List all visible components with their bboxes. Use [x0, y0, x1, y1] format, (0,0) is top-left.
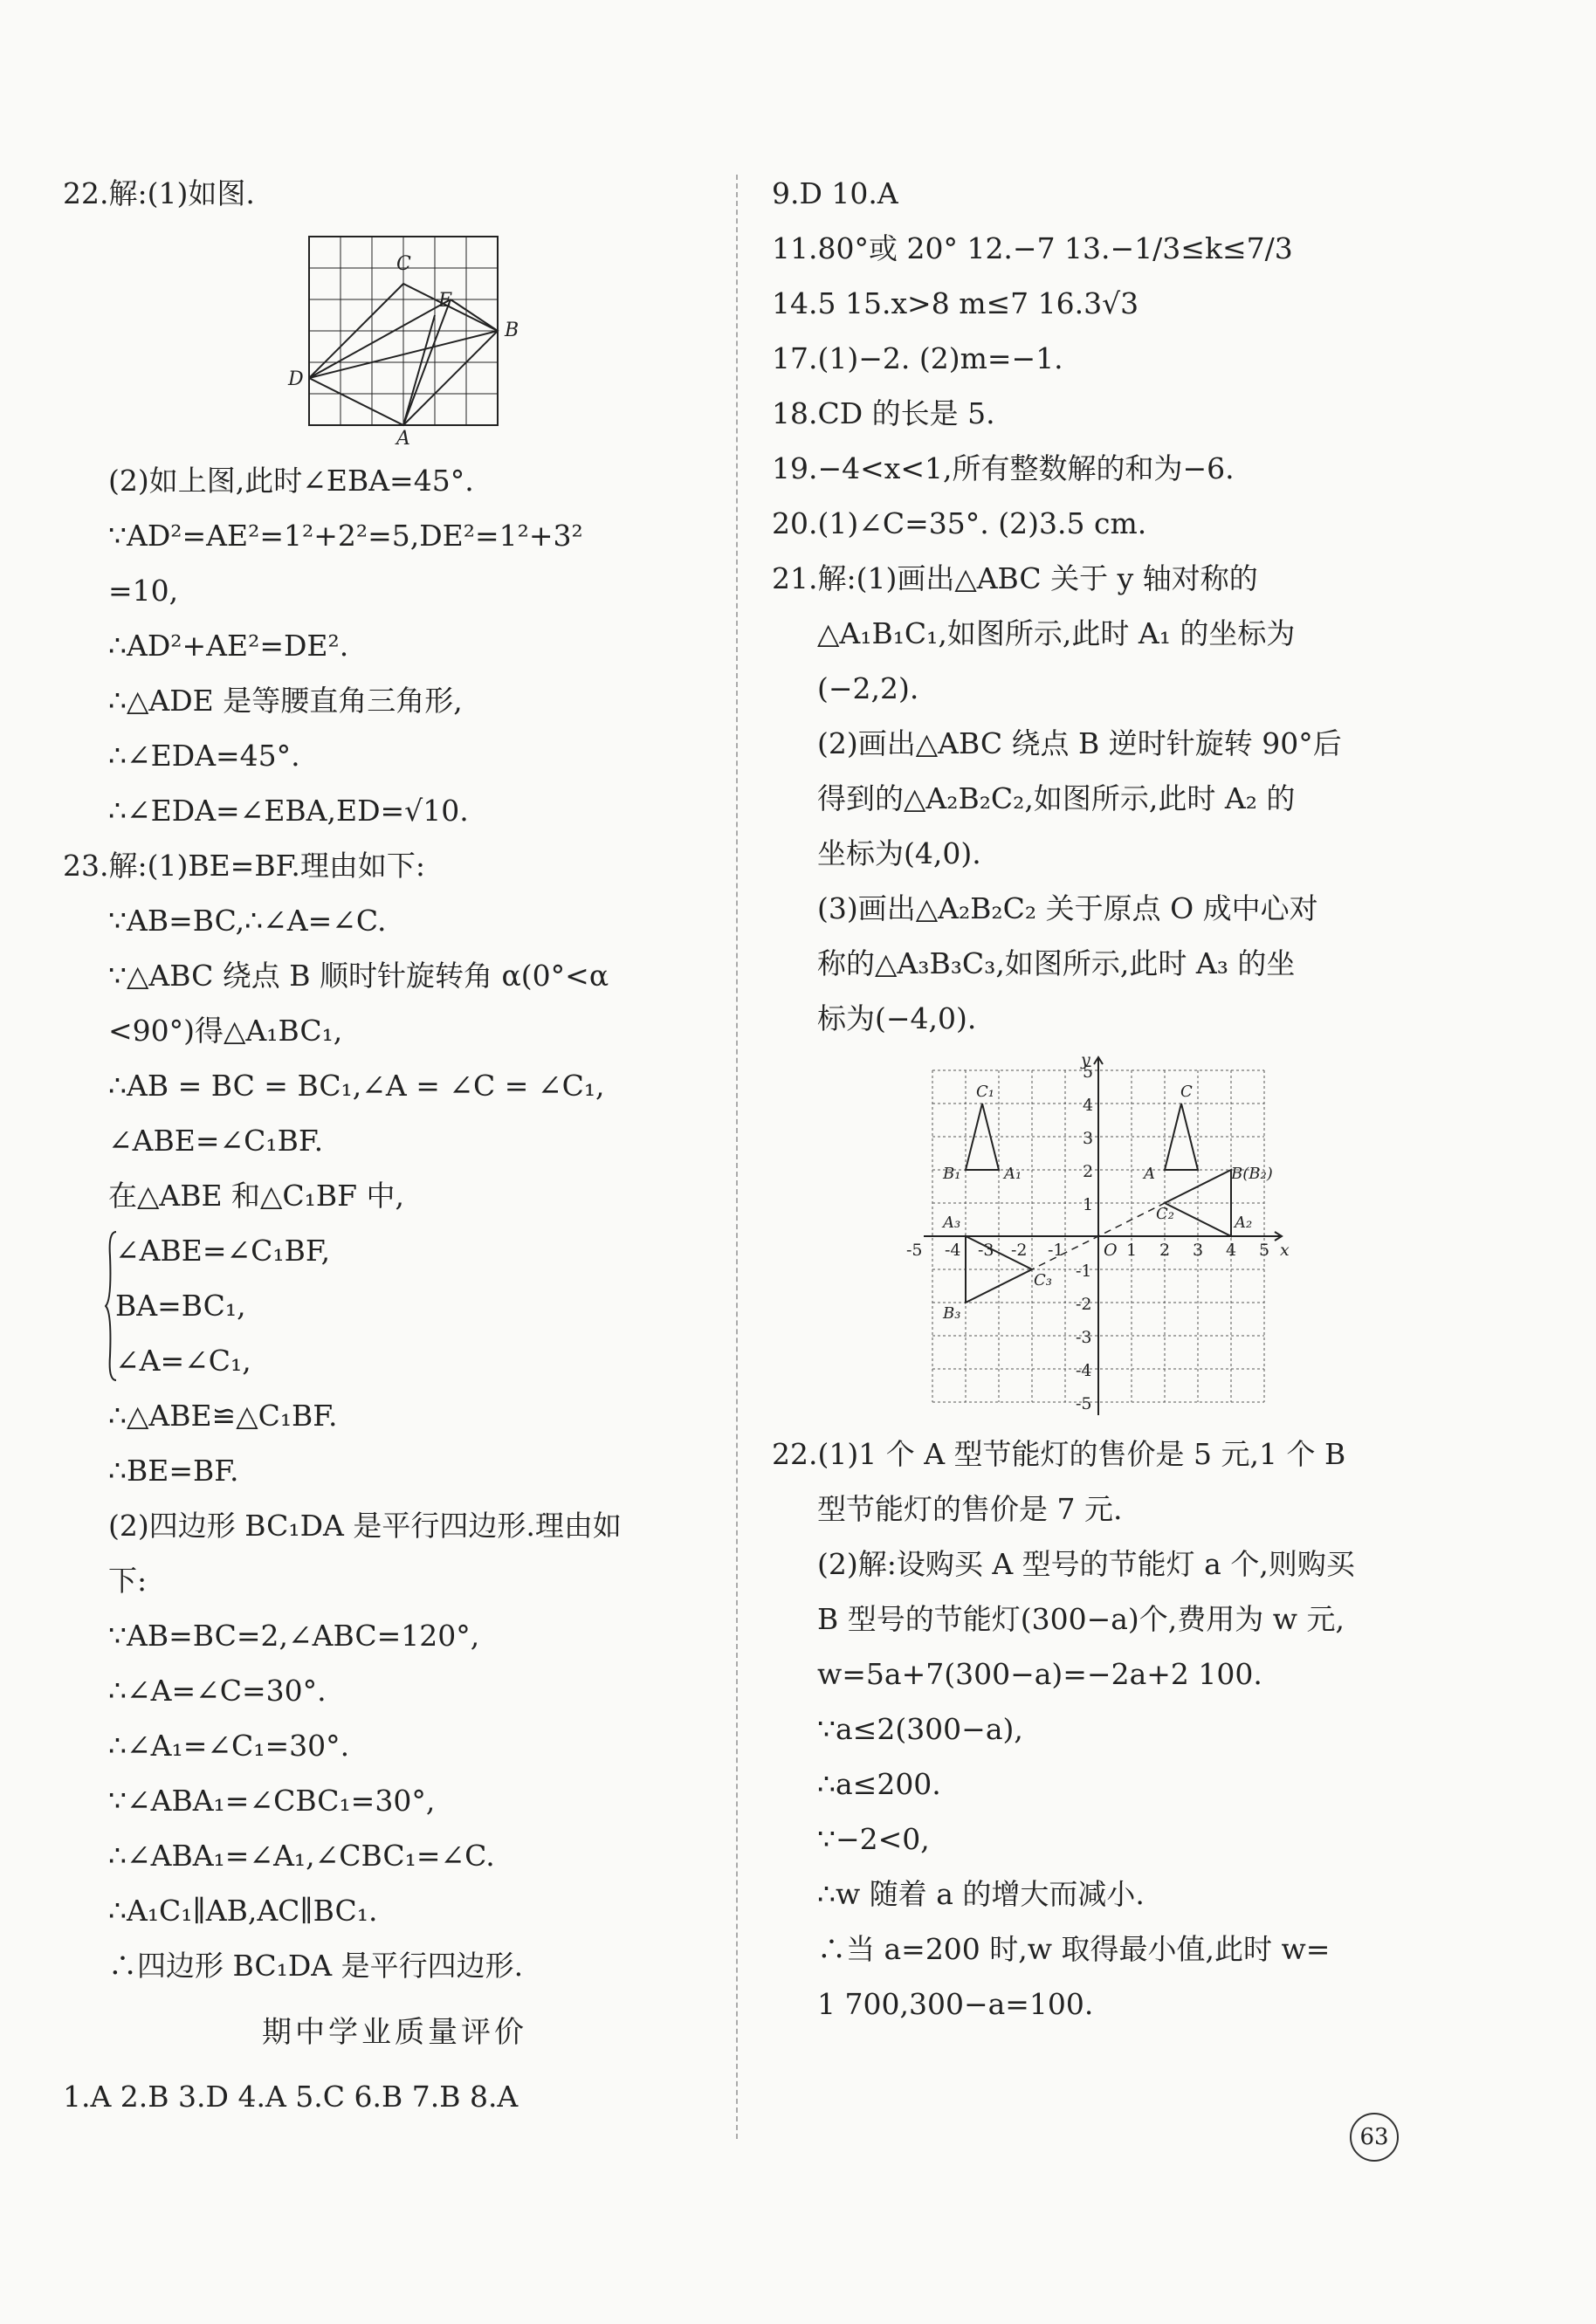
text-line: 型节能灯的售价是 7 元.	[817, 1492, 1123, 1526]
y-tick: -1	[1076, 1262, 1092, 1281]
text-line: ∴△ADE 是等腰直角三角形,	[108, 684, 463, 718]
point-label: B(B₂)	[1231, 1165, 1273, 1183]
text-line: ∵AB=BC,∴∠A=∠C.	[108, 904, 387, 938]
q22-heading: 22.(1)1 个 A 型节能灯的售价是 5 元,1 个 B	[772, 1437, 1346, 1471]
point-label: B₁	[943, 1165, 961, 1183]
text-line: B 型号的节能灯(300−a)个,费用为 w 元,	[817, 1602, 1345, 1636]
point-label: C	[1180, 1083, 1193, 1101]
text-line: ∴w 随着 a 的增大而减小.	[817, 1877, 1145, 1911]
column-divider	[736, 175, 738, 2139]
text-line: ∴∠EDA=45°.	[108, 739, 300, 773]
text-line: ∴AD²+AE²=DE².	[108, 629, 349, 663]
text-line: 14.5 15.x>8 m≤7 16.3√3	[772, 286, 1139, 320]
text-line: ∠ABE=∠C₁BF.	[108, 1124, 324, 1158]
x-tick: -1	[1048, 1241, 1064, 1260]
text-line: 11.80°或 20° 12.−7 13.−1/3≤k≤7/3	[772, 231, 1293, 265]
text-line: (3)画出△A₂B₂C₂ 关于原点 O 成中心对	[817, 891, 1318, 925]
fig-label-e: E	[438, 290, 453, 312]
right-column	[772, 166, 1418, 2032]
text-line: ∴a≤200.	[817, 1767, 941, 1801]
point-label: C₂	[1156, 1205, 1174, 1223]
text-line: (2)解:设购买 A 型号的节能灯 a 个,则购买	[817, 1547, 1355, 1581]
text-line: 9.D 10.A	[772, 176, 898, 210]
point-label: A₂	[1235, 1214, 1253, 1232]
left-column	[63, 166, 726, 2124]
point-label: C₁	[976, 1083, 994, 1101]
text-line: ∴∠EDA=∠EBA,ED=√10.	[108, 794, 469, 828]
fig-label-d: D	[288, 368, 304, 390]
q21-heading: 21.解:(1)画出△ABC 关于 y 轴对称的	[772, 561, 1258, 595]
grid-figure	[63, 228, 674, 446]
coordinate-graph	[772, 1053, 1418, 1420]
y-tick: 1	[1083, 1195, 1094, 1214]
text-line: ∵AB=BC=2,∠ABC=120°,	[108, 1619, 480, 1653]
x-tick: 1	[1126, 1241, 1138, 1260]
text-line: ∵a≤2(300−a),	[817, 1712, 1023, 1746]
y-tick: 4	[1083, 1096, 1094, 1115]
text-line: ∵∠ABA₁=∠CBC₁=30°,	[108, 1784, 436, 1818]
text-line: (2)如上图,此时∠EBA=45°.	[108, 464, 474, 498]
text-line: ∴四边形 BC₁DA 是平行四边形.	[108, 1949, 524, 1983]
q22-heading: 22.解:(1)如图.	[63, 176, 255, 210]
text-line: (2)四边形 BC₁DA 是平行四边形.理由如	[108, 1509, 622, 1543]
point-label: C₃	[1034, 1271, 1052, 1289]
x-tick: 2	[1159, 1241, 1171, 1260]
text-line: 称的△A₃B₃C₃,如图所示,此时 A₃ 的坐	[817, 946, 1296, 980]
fig-label-a: A	[396, 428, 410, 446]
text-line: (−2,2).	[817, 671, 919, 705]
text-line: 20.(1)∠C=35°. (2)3.5 cm.	[772, 506, 1147, 540]
equation-system	[63, 1223, 726, 1388]
y-tick: 3	[1083, 1129, 1094, 1148]
x-tick: -3	[978, 1241, 994, 1260]
text-line: <90°)得△A₁BC₁,	[108, 1014, 343, 1048]
text-line: BA=BC₁,	[115, 1289, 246, 1323]
x-tick: 4	[1226, 1241, 1237, 1260]
text-line: ∴△ABE≌△C₁BF.	[108, 1399, 338, 1433]
y-tick: 2	[1083, 1162, 1094, 1181]
text-line: w=5a+7(300−a)=−2a+2 100.	[817, 1657, 1262, 1691]
text-line: ∵△ABC 绕点 B 顺时针旋转角 α(0°<α	[108, 959, 609, 993]
q23-heading: 23.解:(1)BE=BF.理由如下:	[63, 849, 425, 883]
origin-label: O	[1104, 1241, 1118, 1260]
text-line: 得到的△A₂B₂C₂,如图所示,此时 A₂ 的	[817, 781, 1296, 815]
text-line: △A₁B₁C₁,如图所示,此时 A₁ 的坐标为	[817, 616, 1296, 650]
point-label: A₃	[943, 1214, 961, 1232]
x-tick: 3	[1193, 1241, 1204, 1260]
x-tick: 5	[1259, 1241, 1270, 1260]
text-line: ∵−2<0,	[817, 1822, 930, 1856]
text-line: 18.CD 的长是 5.	[772, 396, 995, 430]
text-line: 在△ABE 和△C₁BF 中,	[108, 1179, 405, 1213]
text-line: 1 700,300−a=100.	[817, 1987, 1094, 2021]
text-line: ∴AB = BC = BC₁,∠A = ∠C = ∠C₁,	[108, 1069, 605, 1103]
brace-icon	[105, 1230, 117, 1382]
y-tick: -3	[1076, 1328, 1092, 1347]
text-line: 下:	[108, 1564, 148, 1598]
text-line: ∵AD²=AE²=1²+2²=5,DE²=1²+3²	[108, 519, 583, 553]
text-line: 坐标为(4,0).	[817, 836, 981, 870]
x-tick: -4	[945, 1241, 961, 1260]
text-line: ∴∠A₁=∠C₁=30°.	[108, 1729, 350, 1763]
y-tick: -4	[1076, 1361, 1092, 1380]
point-label: A	[1144, 1165, 1155, 1183]
answers-line: 1.A 2.B 3.D 4.A 5.C 6.B 7.B 8.A	[63, 2080, 519, 2114]
text-line: (2)画出△ABC 绕点 B 逆时针旋转 90°后	[817, 726, 1342, 760]
fig-label-b: B	[505, 320, 519, 341]
x-tick: -5	[906, 1241, 923, 1260]
text-line: 17.(1)−2. (2)m=−1.	[772, 341, 1063, 375]
text-line: ∴∠A=∠C=30°.	[108, 1674, 327, 1708]
text-line: ∠A=∠C₁,	[115, 1344, 251, 1378]
text-line: ∴当 a=200 时,w 取得最小值,此时 w=	[817, 1932, 1331, 1966]
point-label: A₁	[1004, 1165, 1022, 1183]
text-line: 19.−4<x<1,所有整数解的和为−6.	[772, 451, 1235, 485]
text-line: ∴∠ABA₁=∠A₁,∠CBC₁=∠C.	[108, 1839, 495, 1873]
section-title: 期中学业质量评价	[262, 2015, 527, 2050]
text-line: ∠ABE=∠C₁BF,	[115, 1234, 331, 1268]
text-line: ∴BE=BF.	[108, 1454, 239, 1488]
x-tick: -2	[1011, 1241, 1028, 1260]
y-axis-label: y	[1081, 1053, 1090, 1069]
page-number: 63	[1350, 2113, 1399, 2162]
y-tick: -2	[1076, 1295, 1092, 1314]
text-line: ∴A₁C₁∥AB,AC∥BC₁.	[108, 1894, 378, 1928]
y-tick: 5	[1083, 1062, 1094, 1082]
point-label: B₃	[943, 1304, 961, 1323]
text-line: 标为(−4,0).	[817, 1001, 977, 1035]
x-axis-label: x	[1280, 1241, 1290, 1260]
fig-label-c: C	[396, 253, 411, 275]
text-line: =10,	[108, 574, 179, 608]
y-tick: -5	[1076, 1394, 1092, 1413]
